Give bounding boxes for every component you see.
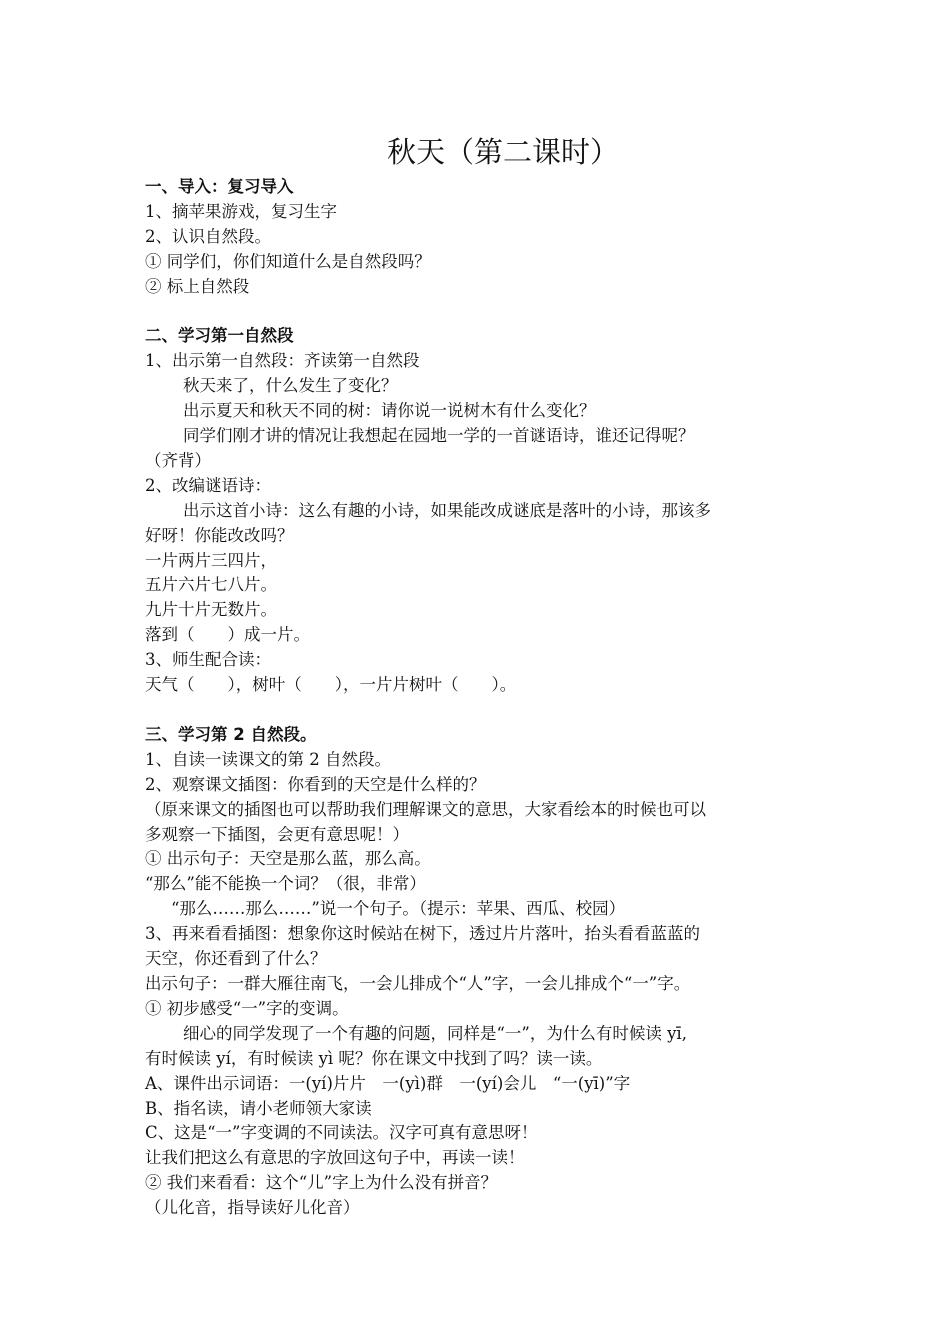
poem-line: 五片六片七八片。	[145, 575, 277, 595]
section-heading: 三、学习第 2 自然段。	[145, 724, 317, 744]
paragraph-line: 1、出示第一自然段：齐读第一自然段	[145, 351, 420, 371]
paragraph-line: 出示句子：一群大雁往南飞，一会儿排成个“人”字，一会儿排成个“一”字。	[145, 973, 691, 993]
paragraph-line: （儿化音，指导读好儿化音）	[145, 1198, 360, 1218]
paragraph-line: “那么……那么……”说一个句子。（提示：苹果、西瓜、校园）	[171, 899, 626, 919]
paragraph-line: （齐背）	[145, 450, 211, 470]
poem-line: 一片两片三四片，	[145, 550, 277, 570]
paragraph-line: 天空，你还看到了什么？	[145, 949, 327, 969]
section-heading: 一、导入：复习导入	[145, 177, 294, 196]
section-heading: 二、学习第一自然段	[145, 326, 294, 346]
poem-line: 落到（ ）成一片。	[145, 625, 310, 645]
paragraph-line: 2、认识自然段。	[145, 226, 271, 246]
paragraph-line: 2、观察课文插图：你看到的天空是什么样的？	[145, 774, 486, 794]
paragraph-line: ② 我们来看看：这个“儿”字上为什么没有拼音？	[145, 1173, 498, 1193]
paragraph-line: B、指名读，请小老师领大家读	[145, 1098, 372, 1118]
paragraph-line: 多观察一下插图，会更有意思呢！）	[145, 824, 409, 844]
paragraph-line: 好呀！你能改改吗？	[145, 525, 294, 545]
blank-line	[145, 698, 825, 723]
page-title: 秋天（第二课时）	[386, 135, 619, 169]
paragraph-line: 2、改编谜语诗：	[145, 475, 271, 495]
document-body	[145, 175, 825, 1221]
paragraph-line: 天气（ ），树叶（ ），一片片树叶（ ）。	[145, 675, 517, 695]
paragraph-line: 1、自读一读课文的第 2 自然段。	[145, 749, 391, 769]
poem-line: 九片十片无数片。	[145, 600, 277, 620]
paragraph-line: 让我们把这么有意思的字放回这句子中，再读一读！	[145, 1148, 525, 1168]
paragraph-line: 有时候读 yí，有时候读 yì 呢？你在课文中找到了吗？读一读。	[145, 1048, 603, 1068]
paragraph-line: 1、摘苹果游戏，复习生字	[145, 201, 337, 221]
paragraph-line: 3、再来看看插图：想象你这时候站在树下，透过片片落叶，抬头看看蓝蓝的	[145, 924, 700, 944]
paragraph-line: A、课件出示词语：一(yí)片片 一(yì)群 一(yí)会儿 “一(yī)”字	[145, 1073, 631, 1093]
paragraph-line: 出示这首小诗：这么有趣的小诗，如果能改成谜底是落叶的小诗，那该多	[183, 500, 711, 520]
paragraph-line: C、这是“一”字变调的不同读法。汉字可真有意思呀！	[145, 1123, 538, 1143]
paragraph-line: 3、师生配合读：	[145, 650, 271, 670]
paragraph-line: 细心的同学发现了一个有趣的问题，同样是“一”，为什么有时候读 yī,	[183, 1023, 687, 1043]
paragraph-line: ① 初步感受“一”字的变调。	[145, 998, 349, 1018]
paragraph-line: 出示夏天和秋天不同的树：请你说一说树木有什么变化？	[183, 401, 596, 421]
paragraph-line: 同学们刚才讲的情况让我想起在园地一学的一首谜语诗，谁还记得呢？	[183, 426, 695, 446]
blank-line	[145, 300, 825, 325]
paragraph-line: “那么”能不能换一个词？（很，非常）	[145, 874, 426, 894]
paragraph-line: ① 出示句子：天空是那么蓝，那么高。	[145, 849, 431, 869]
paragraph-line: ① 同学们，你们知道什么是自然段吗？	[145, 251, 431, 271]
paragraph-line: 秋天来了，什么发生了变化？	[183, 376, 398, 396]
paragraph-line: ② 标上自然段	[145, 276, 250, 296]
paragraph-line: （原来课文的插图也可以帮助我们理解课文的意思，大家看绘本的时候也可以	[145, 799, 706, 819]
